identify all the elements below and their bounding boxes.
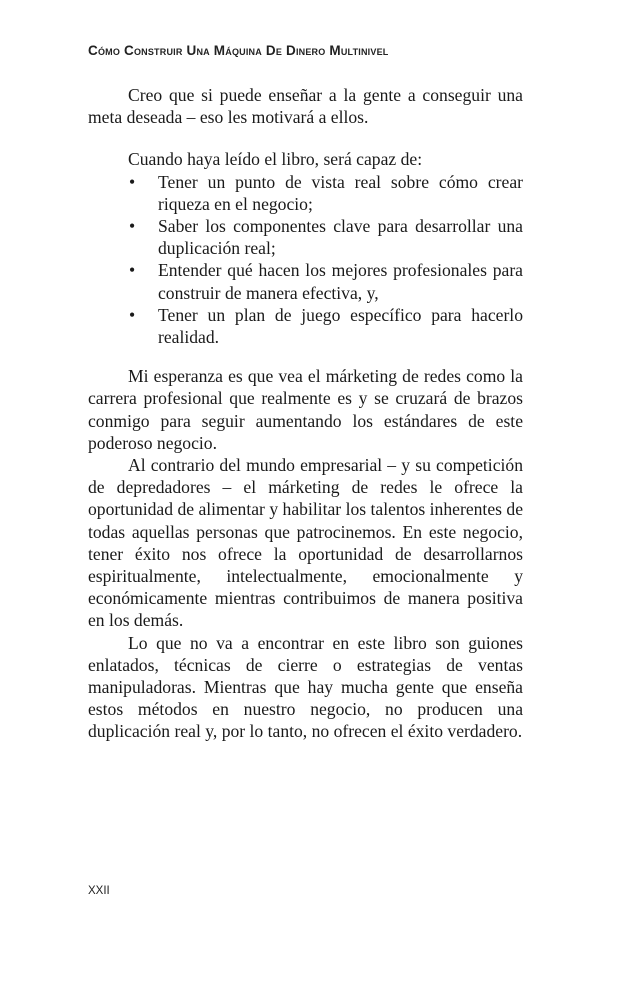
list-item — [88, 304, 523, 348]
list-item — [88, 171, 523, 215]
paragraph-contrast: Al contrario del mundo empresarial – y su competición de depredadores – el márketing de redes le ofrece la oportunidad de alimentar y habilitar los talentos inherentes de todas aquellas personas que patrocinemos. En este negocio, tener éxito nos ofrece la oportunidad de desarrollarnos espiritualmente, intelectualmente, emocionalmente y económicamente mientras contribuimos de manera positiva en los demás. — [88, 455, 523, 631]
list-item-text: Entender qué hacen los mejores profesionales para construir de manera efectiva, y, — [158, 260, 523, 303]
bullet-glyph: • — [129, 216, 136, 237]
page-body — [88, 84, 523, 743]
paragraph-intro: Creo que si puede enseñar a la gente a conseguir una meta deseada – eso les motivará a ellos. — [88, 85, 523, 128]
list-item-text: Tener un punto de vista real sobre cómo crear riqueza en el negocio; — [158, 171, 523, 214]
bullet-glyph: • — [129, 260, 136, 281]
list-item-text: Tener un plan de juego específico para hacerlo realidad. — [158, 304, 523, 348]
paragraph-not-found: Lo que no va a encontrar en este libro son guiones enlatados, técnicas de cierre o estrategias de ventas manipuladoras. Mientras que hay mucha gente que enseña estos métodos en nuestro negocio, no producen una duplicación real y, por lo tanto, no ofrecen el éxito verdadero. — [88, 632, 523, 742]
bullet-glyph: • — [129, 304, 136, 325]
page-number: XXII — [88, 885, 110, 897]
list-item — [88, 215, 523, 259]
running-header: Cómo Construir Una Máquina De Dinero Multinivel — [88, 43, 389, 58]
bullet-glyph: • — [129, 171, 136, 192]
list-item — [88, 259, 523, 303]
list-item-text: Saber los componentes clave para desarrollar una duplicación real; — [158, 216, 523, 259]
paragraph-hope: Mi esperanza es que vea el márketing de redes como la carrera profesional que realmente es y se cruzará de brazos conmigo para seguir aumentando los estándares de este poderoso negocio. — [88, 366, 523, 453]
paragraph-list-lead: Cuando haya leído el libro, será capaz de: — [128, 149, 423, 170]
benefits-list — [88, 171, 523, 349]
